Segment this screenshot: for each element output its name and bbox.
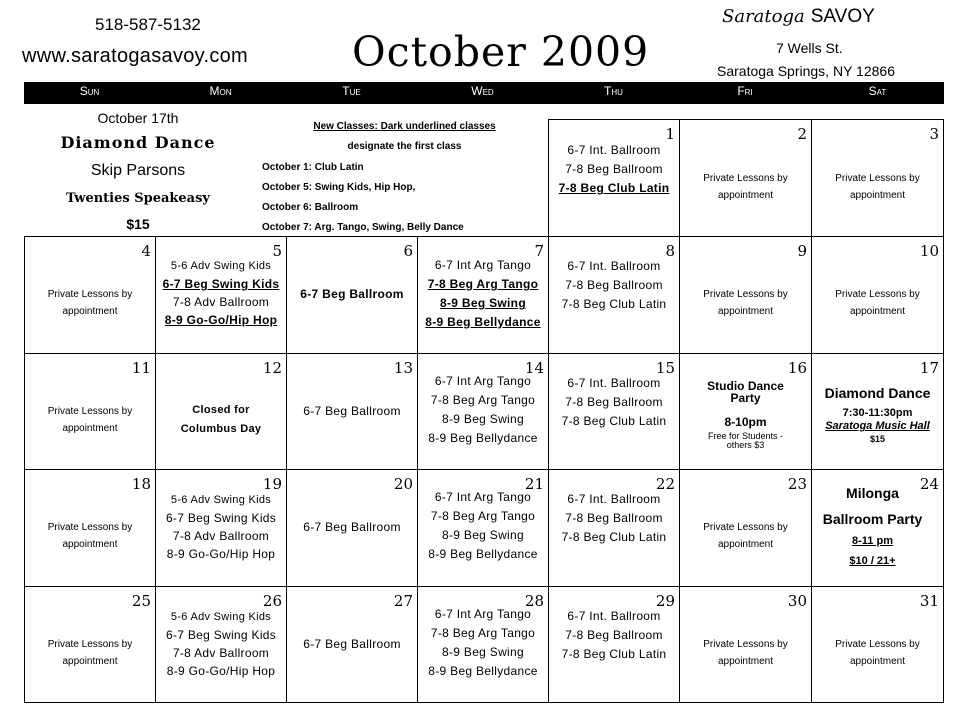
private-lessons: Private Lessons by appointment <box>47 639 133 667</box>
date-number: 27 <box>393 592 413 610</box>
day-cell-8[interactable] <box>549 237 679 353</box>
class-item: 7-8 Beg Club Latin <box>561 414 667 428</box>
event-price: $15 <box>869 434 886 444</box>
promo-event: Diamond Dance <box>60 133 216 152</box>
private-lessons: Private Lessons by appointment <box>47 289 133 317</box>
class-item: 5-6 Adv Swing Kids <box>170 611 272 623</box>
day-cell-26[interactable] <box>156 587 286 702</box>
private-lessons: Private Lessons by appointment <box>47 406 133 434</box>
class-item: 6-7 Int. Ballroom <box>567 376 661 390</box>
class-item-new: 7-8 Beg Club Latin <box>558 181 670 195</box>
day-cell-15[interactable] <box>549 354 679 469</box>
class-list <box>549 607 679 664</box>
day-cell-18[interactable] <box>25 470 155 586</box>
day-cell-24[interactable] <box>812 470 943 586</box>
page-title: October 2009 <box>352 28 650 76</box>
day-cell-30[interactable] <box>680 587 811 702</box>
class-list <box>418 256 548 332</box>
date-number: 23 <box>787 475 807 493</box>
date-number: 16 <box>787 359 807 377</box>
class-item: 6-7 Beg Swing Kids <box>165 628 277 642</box>
day-cell-28[interactable] <box>418 587 548 702</box>
class-item: 7-8 Adv Ballroom <box>172 529 270 543</box>
day-sun: Sun <box>79 84 100 98</box>
class-item: 7-8 Beg Arg Tango <box>430 509 536 523</box>
day-cell-10[interactable] <box>812 237 943 353</box>
date-number: 31 <box>919 592 939 610</box>
event-title: Party <box>730 391 761 405</box>
class-item: 7-8 Beg Ballroom <box>565 511 663 525</box>
note-item: October 5: Swing Kids, Hip Hop, <box>262 182 416 193</box>
note-heading: designate the first class <box>347 141 462 152</box>
private-lessons: Private Lessons by appointment <box>835 289 920 317</box>
date-number: 21 <box>524 475 544 493</box>
date-number: 14 <box>524 359 544 377</box>
date-number: 3 <box>929 125 939 143</box>
class-list <box>418 372 548 448</box>
class-item: 8-9 Go-Go/Hip Hop <box>166 547 276 561</box>
closed-notice <box>156 401 286 439</box>
event-milonga <box>812 483 933 569</box>
class-list <box>549 257 679 314</box>
new-classes-note <box>262 118 547 238</box>
class-list <box>549 490 679 547</box>
phone-number: 518-587-5132 <box>95 15 201 34</box>
class-item: 6-7 Int Arg Tango <box>434 258 532 272</box>
day-cell-20[interactable] <box>287 470 417 586</box>
private-lessons: Private Lessons by appointment <box>835 173 920 201</box>
address-street: 7 Wells St. <box>776 40 843 56</box>
event-price: $10 / 21+ <box>849 555 896 567</box>
class-item: 7-8 Beg Club Latin <box>561 530 667 544</box>
class-item: 7-8 Beg Club Latin <box>561 297 667 311</box>
class-item: 6-7 Int. Ballroom <box>567 259 661 273</box>
class-list <box>549 141 679 198</box>
class-item: 8-9 Go-Go/Hip Hop <box>166 664 276 678</box>
event-title: Ballroom Party <box>822 511 923 527</box>
day-cell-31[interactable] <box>812 587 943 702</box>
day-cell-1[interactable] <box>549 120 679 236</box>
day-cell-14[interactable] <box>418 354 548 469</box>
class-item: 7-8 Beg Ballroom <box>565 278 663 292</box>
class-item: 8-9 Beg Swing <box>442 412 524 426</box>
class-list <box>418 605 548 681</box>
class-item: 7-8 Beg Ballroom <box>565 628 663 642</box>
event-time: 8-10pm <box>724 415 767 429</box>
day-cell-2[interactable] <box>680 120 811 236</box>
class-item: 6-7 Int. Ballroom <box>567 143 661 157</box>
event-diamond-dance <box>812 384 943 445</box>
date-number: 19 <box>262 475 282 493</box>
closed-line: Columbus Day <box>180 423 262 435</box>
day-cell-12[interactable] <box>156 354 286 469</box>
class-item: 8-9 Beg Bellydance <box>428 664 538 678</box>
date-number: 26 <box>262 592 282 610</box>
day-cell-17[interactable] <box>812 354 943 469</box>
day-cell-5[interactable] <box>156 237 286 353</box>
brand-name: SAVOY <box>810 6 875 27</box>
day-mon: Mon <box>209 84 232 98</box>
class-item: 5-6 Adv Swing Kids <box>170 494 272 506</box>
day-cell-3[interactable] <box>812 120 943 236</box>
class-list <box>287 635 417 654</box>
class-item: 6-7 Int Arg Tango <box>434 607 532 621</box>
date-number: 7 <box>534 242 544 260</box>
class-item: 8-9 Beg Swing <box>442 645 524 659</box>
class-item-new: 8-9 Beg Swing <box>440 296 526 310</box>
class-item-new: 8-9 Go-Go/Hip Hop <box>164 313 278 327</box>
event-time: 7:30-11:30pm <box>842 407 913 419</box>
class-item-new: 6-7 Beg Swing Kids <box>162 277 280 291</box>
event-title: Milonga <box>846 485 899 501</box>
note-heading: New Classes: Dark underlined classes <box>313 121 496 132</box>
date-number: 2 <box>797 125 807 143</box>
event-studio-party <box>680 380 811 450</box>
date-number: 30 <box>787 592 807 610</box>
class-item: 6-7 Beg Ballroom <box>303 404 401 418</box>
note-item: October 7: Arg. Tango, Swing, Belly Dance <box>262 222 464 233</box>
class-item: 6-7 Int Arg Tango <box>434 374 532 388</box>
date-number: 12 <box>262 359 282 377</box>
day-sat: Sat <box>868 84 887 98</box>
private-lessons: Private Lessons by appointment <box>703 289 788 317</box>
grid-line <box>943 119 944 703</box>
date-number: 24 <box>919 475 939 493</box>
date-number: 6 <box>403 242 413 260</box>
class-item-new: 6-7 Beg Ballroom <box>300 287 404 301</box>
event-price: Free for Students - <box>707 431 784 441</box>
day-fri: Fri <box>737 84 753 98</box>
date-number: 4 <box>141 242 151 260</box>
class-item-new: 7-8 Beg Arg Tango <box>427 277 539 291</box>
class-item: 7-8 Beg Club Latin <box>561 647 667 661</box>
day-cell-6[interactable] <box>287 237 417 353</box>
brand-italic: Saratoga <box>722 6 805 27</box>
date-number: 17 <box>919 359 939 377</box>
class-item: 8-9 Beg Bellydance <box>428 431 538 445</box>
event-title: Diamond Dance <box>824 385 931 401</box>
class-list <box>287 285 417 304</box>
day-cell-13[interactable] <box>287 354 417 469</box>
promo-date: October 17th <box>97 110 179 126</box>
date-number: 13 <box>393 359 413 377</box>
class-list <box>287 402 417 421</box>
date-number: 5 <box>272 242 282 260</box>
day-cell-7[interactable] <box>418 237 548 353</box>
class-item: 8-9 Beg Bellydance <box>428 547 538 561</box>
event-price: others $3 <box>726 440 765 450</box>
class-list <box>156 257 286 329</box>
note-item: October 6: Ballroom <box>262 202 359 213</box>
class-item: 7-8 Adv Ballroom <box>172 646 270 660</box>
class-list <box>287 518 417 537</box>
date-number: 28 <box>524 592 544 610</box>
day-cell-27[interactable] <box>287 587 417 702</box>
website-link[interactable]: www.saratogasavoy.com <box>22 45 249 67</box>
event-time: 8-11 pm <box>852 535 893 547</box>
day-cell-19[interactable] <box>156 470 286 586</box>
day-cell-11[interactable] <box>25 354 155 469</box>
day-cell-16[interactable] <box>680 354 811 469</box>
event-venue[interactable]: Saratoga Music Hall <box>825 420 930 432</box>
date-number: 10 <box>919 242 939 260</box>
class-list <box>418 488 548 564</box>
date-number: 11 <box>131 359 151 377</box>
promo-artist: Skip Parsons <box>90 162 186 179</box>
promo-band: Twenties Speakeasy <box>66 191 210 206</box>
grid-line <box>24 702 944 703</box>
class-item: 7-8 Beg Ballroom <box>565 395 663 409</box>
date-number: 20 <box>393 475 413 493</box>
date-number: 15 <box>655 359 675 377</box>
private-lessons: Private Lessons by appointment <box>703 173 788 201</box>
day-cell-4[interactable] <box>25 237 155 353</box>
date-number: 1 <box>665 125 675 143</box>
class-item: 7-8 Beg Arg Tango <box>430 626 536 640</box>
class-list <box>156 608 286 680</box>
day-cell-29[interactable] <box>549 587 679 702</box>
date-number: 9 <box>797 242 807 260</box>
class-item-new: 8-9 Beg Bellydance <box>425 315 541 329</box>
class-item: 5-6 Adv Swing Kids <box>170 260 272 272</box>
private-lessons: Private Lessons by appointment <box>703 522 788 550</box>
class-item: 6-7 Int. Ballroom <box>567 492 661 506</box>
day-tue: Tue <box>342 84 361 98</box>
private-lessons: Private Lessons by appointment <box>835 639 920 667</box>
date-number: 18 <box>131 475 151 493</box>
private-lessons: Private Lessons by appointment <box>47 522 133 550</box>
class-item: 7-8 Beg Ballroom <box>565 162 663 176</box>
class-list <box>549 374 679 431</box>
class-item: 6-7 Int. Ballroom <box>567 609 661 623</box>
class-item: 6-7 Beg Swing Kids <box>165 511 277 525</box>
day-wed: Wed <box>471 84 494 98</box>
date-number: 29 <box>655 592 675 610</box>
class-item: 7-8 Adv Ballroom <box>172 295 270 309</box>
class-item: 6-7 Beg Ballroom <box>303 520 401 534</box>
date-number: 25 <box>131 592 151 610</box>
class-item: 6-7 Int Arg Tango <box>434 490 532 504</box>
date-number: 22 <box>655 475 675 493</box>
day-cell-9[interactable] <box>680 237 811 353</box>
day-cell-25[interactable] <box>25 587 155 702</box>
day-cell-23[interactable] <box>680 470 811 586</box>
date-number: 8 <box>665 242 675 260</box>
day-cell-22[interactable] <box>549 470 679 586</box>
day-thu: Thu <box>604 84 623 98</box>
event-title: Studio Dance <box>707 379 784 393</box>
class-item: 8-9 Beg Swing <box>442 528 524 542</box>
day-cell-21[interactable] <box>418 470 548 586</box>
promo-price: $15 <box>126 216 150 232</box>
address-city: Saratoga Springs, NY 12866 <box>717 63 895 79</box>
brand-logo <box>722 6 875 28</box>
promo-block <box>24 106 252 236</box>
class-list <box>156 491 286 563</box>
closed-line: Closed for <box>192 404 250 416</box>
class-item: 6-7 Beg Ballroom <box>303 637 401 651</box>
note-item: October 1: Club Latin <box>262 162 364 173</box>
private-lessons: Private Lessons by appointment <box>703 639 788 667</box>
class-item: 7-8 Beg Arg Tango <box>430 393 536 407</box>
